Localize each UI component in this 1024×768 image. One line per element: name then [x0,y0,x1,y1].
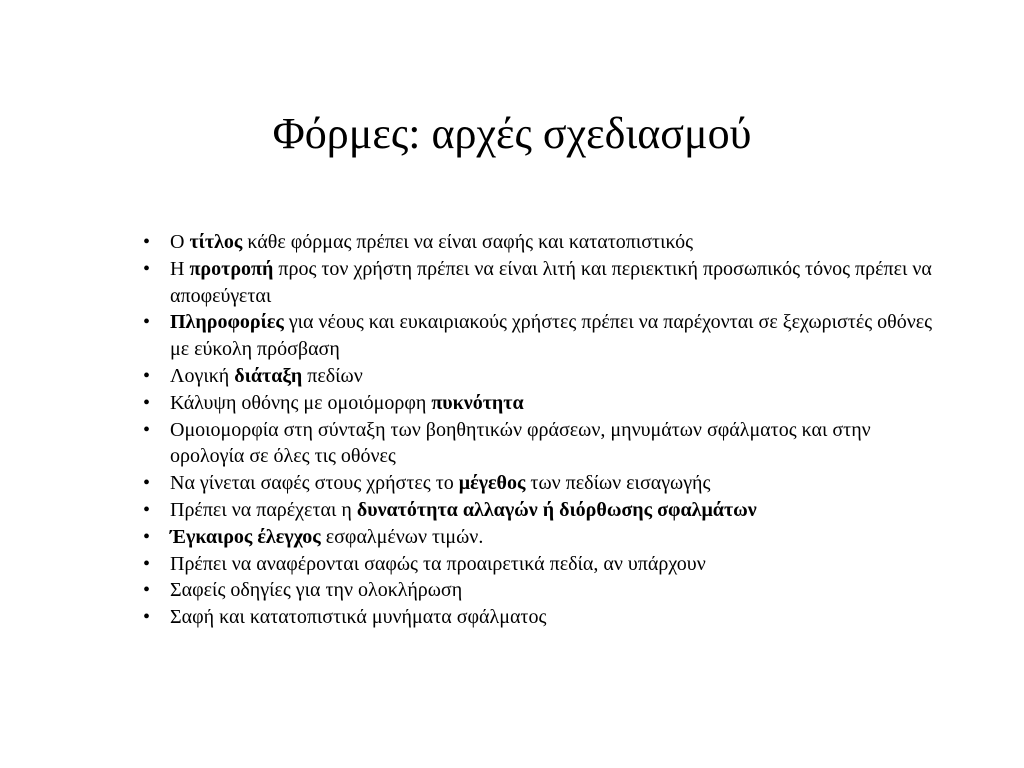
bullet-text: των πεδίων εισαγωγής [525,472,711,495]
bullet-text: για νέους και ευκαιριακούς χρήστες πρέπει να παρέχονται σε ξεχωριστές οθόνες με εύκολη πρόσβαση [170,311,933,361]
bullet-item [143,417,943,471]
bullet-text: εσφαλμένων τιμών. [320,525,484,548]
bullet-item [143,256,943,310]
bullet-text: Κάλυψη οθόνης με ομοιόμορφη [170,391,432,414]
bullet-dot-icon: • [143,391,151,414]
bullet-item [143,497,943,524]
bullet-dot-icon: • [143,498,151,521]
bullet-text-bold: προτροπή [189,257,274,280]
bullet-item [143,470,943,497]
bullet-dot-icon: • [143,364,151,387]
bullet-text: Σαφή και κατατοπιστικά μυνήματα σφάλματος [170,606,547,629]
bullet-text-bold: τίτλος [189,231,243,253]
bullet-dot-icon: • [143,579,151,602]
bullet-item [143,229,943,256]
bullet-text-bold: δυνατότητα αλλαγών ή διόρθωσης σφαλμάτων [356,498,757,521]
bullet-item [143,309,943,363]
bullet-list [143,229,943,631]
bullet-dot-icon: • [143,418,151,441]
bullet-text: Σαφείς οδηγίες για την ολοκλήρωση [170,579,463,602]
bullet-text: Λογική [170,364,235,387]
bullet-text: προς τον χρήστη πρέπει να είναι λιτή και περιεκτική προσωπικός τόνος πρέπει να αποφεύγεται [170,257,932,307]
bullet-text: Ομοιομορφία στη σύνταξη των βοηθητικών φράσεων, μηνυμάτων σφάλματος και στην ορολογία σε όλες τις οθόνες [170,418,871,468]
bullet-text: κάθε φόρμας πρέπει να είναι σαφής και κατατοπιστικός [242,231,694,253]
bullet-text: πεδίων [302,364,363,387]
bullet-text: Ο [170,231,190,253]
bullet-item [143,551,943,578]
bullet-text-bold: Πληροφορίες [170,311,284,334]
slide-title: Φόρμες: αρχές σχεδιασμού [272,109,752,158]
bullet-item [143,390,943,417]
bullet-dot-icon: • [143,311,151,334]
bullet-text: Να γίνεται σαφές στους χρήστες το [170,472,459,495]
bullet-dot-icon: • [143,231,151,253]
bullet-item [143,604,943,631]
bullet-text-bold: Έγκαιρος έλεγχος [170,525,321,548]
bullet-dot-icon: • [143,525,151,548]
bullet-text: Πρέπει να αναφέρονται σαφώς τα προαιρετικά πεδία, αν υπάρχουν [170,552,706,575]
bullet-dot-icon: • [143,606,151,629]
bullet-text-bold: πυκνότητα [431,391,524,414]
bullet-dot-icon: • [143,552,151,575]
bullet-item [143,363,943,390]
bullet-dot-icon: • [143,472,151,495]
bullet-item [143,577,943,604]
bullet-dot-icon: • [143,257,151,280]
bullet-item [143,524,943,551]
bullet-text-bold: μέγεθος [458,472,526,495]
bullet-text-bold: διάταξη [234,364,303,387]
bullet-text: Πρέπει να παρέχεται η [170,498,357,521]
bullet-text: Η [170,257,190,280]
